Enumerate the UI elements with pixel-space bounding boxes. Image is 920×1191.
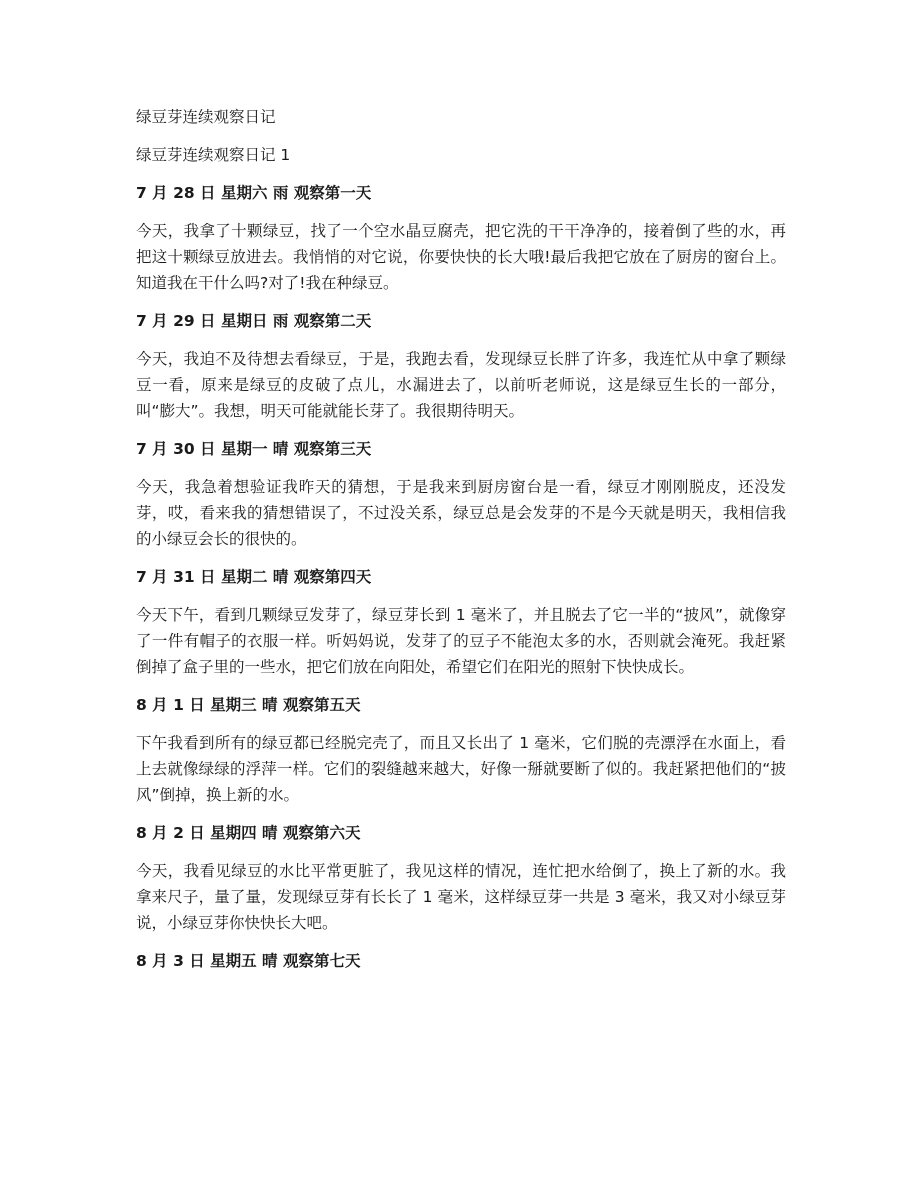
entry-text-day-5: 下午我看到所有的绿豆都已经脱完壳了，而且又长出了 1 毫米，它们脱的壳漂浮在水面上，看上去就像绿绿的浮萍一样。它们的裂缝越来越大，好像一掰就要断了似的。我赶紧把他们的“披风”倒掉，换上新的水。: [136, 734, 786, 804]
entry-heading-day-3: 7 月 30 日 星期一 晴 观察第三天: [136, 440, 372, 458]
entry-heading-day-5: 8 月 1 日 星期三 晴 观察第五天: [136, 696, 361, 714]
entry-heading-day-1: 7 月 28 日 星期六 雨 观察第一天: [136, 184, 372, 202]
entry-heading-day-4: 7 月 31 日 星期二 晴 观察第四天: [136, 568, 372, 586]
entry-text-day-4: 今天下午，看到几颗绿豆发芽了，绿豆芽长到 1 毫米了，并且脱去了它一半的“披风”，就像穿了一件有帽子的衣服一样。听妈妈说，发芽了的豆子不能泡太多的水，否则就会淹死。我赶紧倒掉了盒子里的一些水，把它们放在向阳处，希望它们在阳光的照射下快快成长。: [136, 606, 786, 676]
entry-heading-day-7: 8 月 3 日 星期五 晴 观察第七天: [136, 952, 361, 970]
document-title: 绿豆芽连续观察日记: [136, 108, 276, 126]
entry-text-day-1: 今天，我拿了十颗绿豆，找了一个空水晶豆腐壳，把它洗的干干净净的，接着倒了些的水，再把这十颗绿豆放进去。我悄悄的对它说，你要快快的长大哦!最后我把它放在了厨房的窗台上。知道我在干什么吗?对了!我在种绿豆。: [136, 222, 786, 292]
entry-text-day-2: 今天，我迫不及待想去看绿豆，于是，我跑去看，发现绿豆长胖了许多，我连忙从中拿了颗绿豆一看，原来是绿豆的皮破了点儿，水漏进去了，以前听老师说，这是绿豆生长的一部分，叫“膨大”。我想，明天可能就能长芽了。我很期待明天。: [136, 350, 786, 420]
entry-text-day-6: 今天，我看见绿豆的水比平常更脏了，我见这样的情况，连忙把水给倒了，换上了新的水。我拿来尺子，量了量，发现绿豆芽有长长了 1 毫米，这样绿豆芽一共是 3 毫米，我又对小绿豆芽说，小绿豆芽你快快长大吧。: [136, 862, 786, 932]
entry-heading-day-2: 7 月 29 日 星期日 雨 观察第二天: [136, 312, 372, 330]
document-page: [136, 104, 786, 986]
document-subtitle: 绿豆芽连续观察日记 1: [136, 146, 291, 164]
entry-text-day-3: 今天，我急着想验证我昨天的猜想，于是我来到厨房窗台是一看，绿豆才刚刚脱皮，还没发芽，哎，看来我的猜想错误了，不过没关系，绿豆总是会发芽的不是今天就是明天，我相信我的小绿豆会长的很快的。: [136, 478, 786, 548]
entry-heading-day-6: 8 月 2 日 星期四 晴 观察第六天: [136, 824, 361, 842]
